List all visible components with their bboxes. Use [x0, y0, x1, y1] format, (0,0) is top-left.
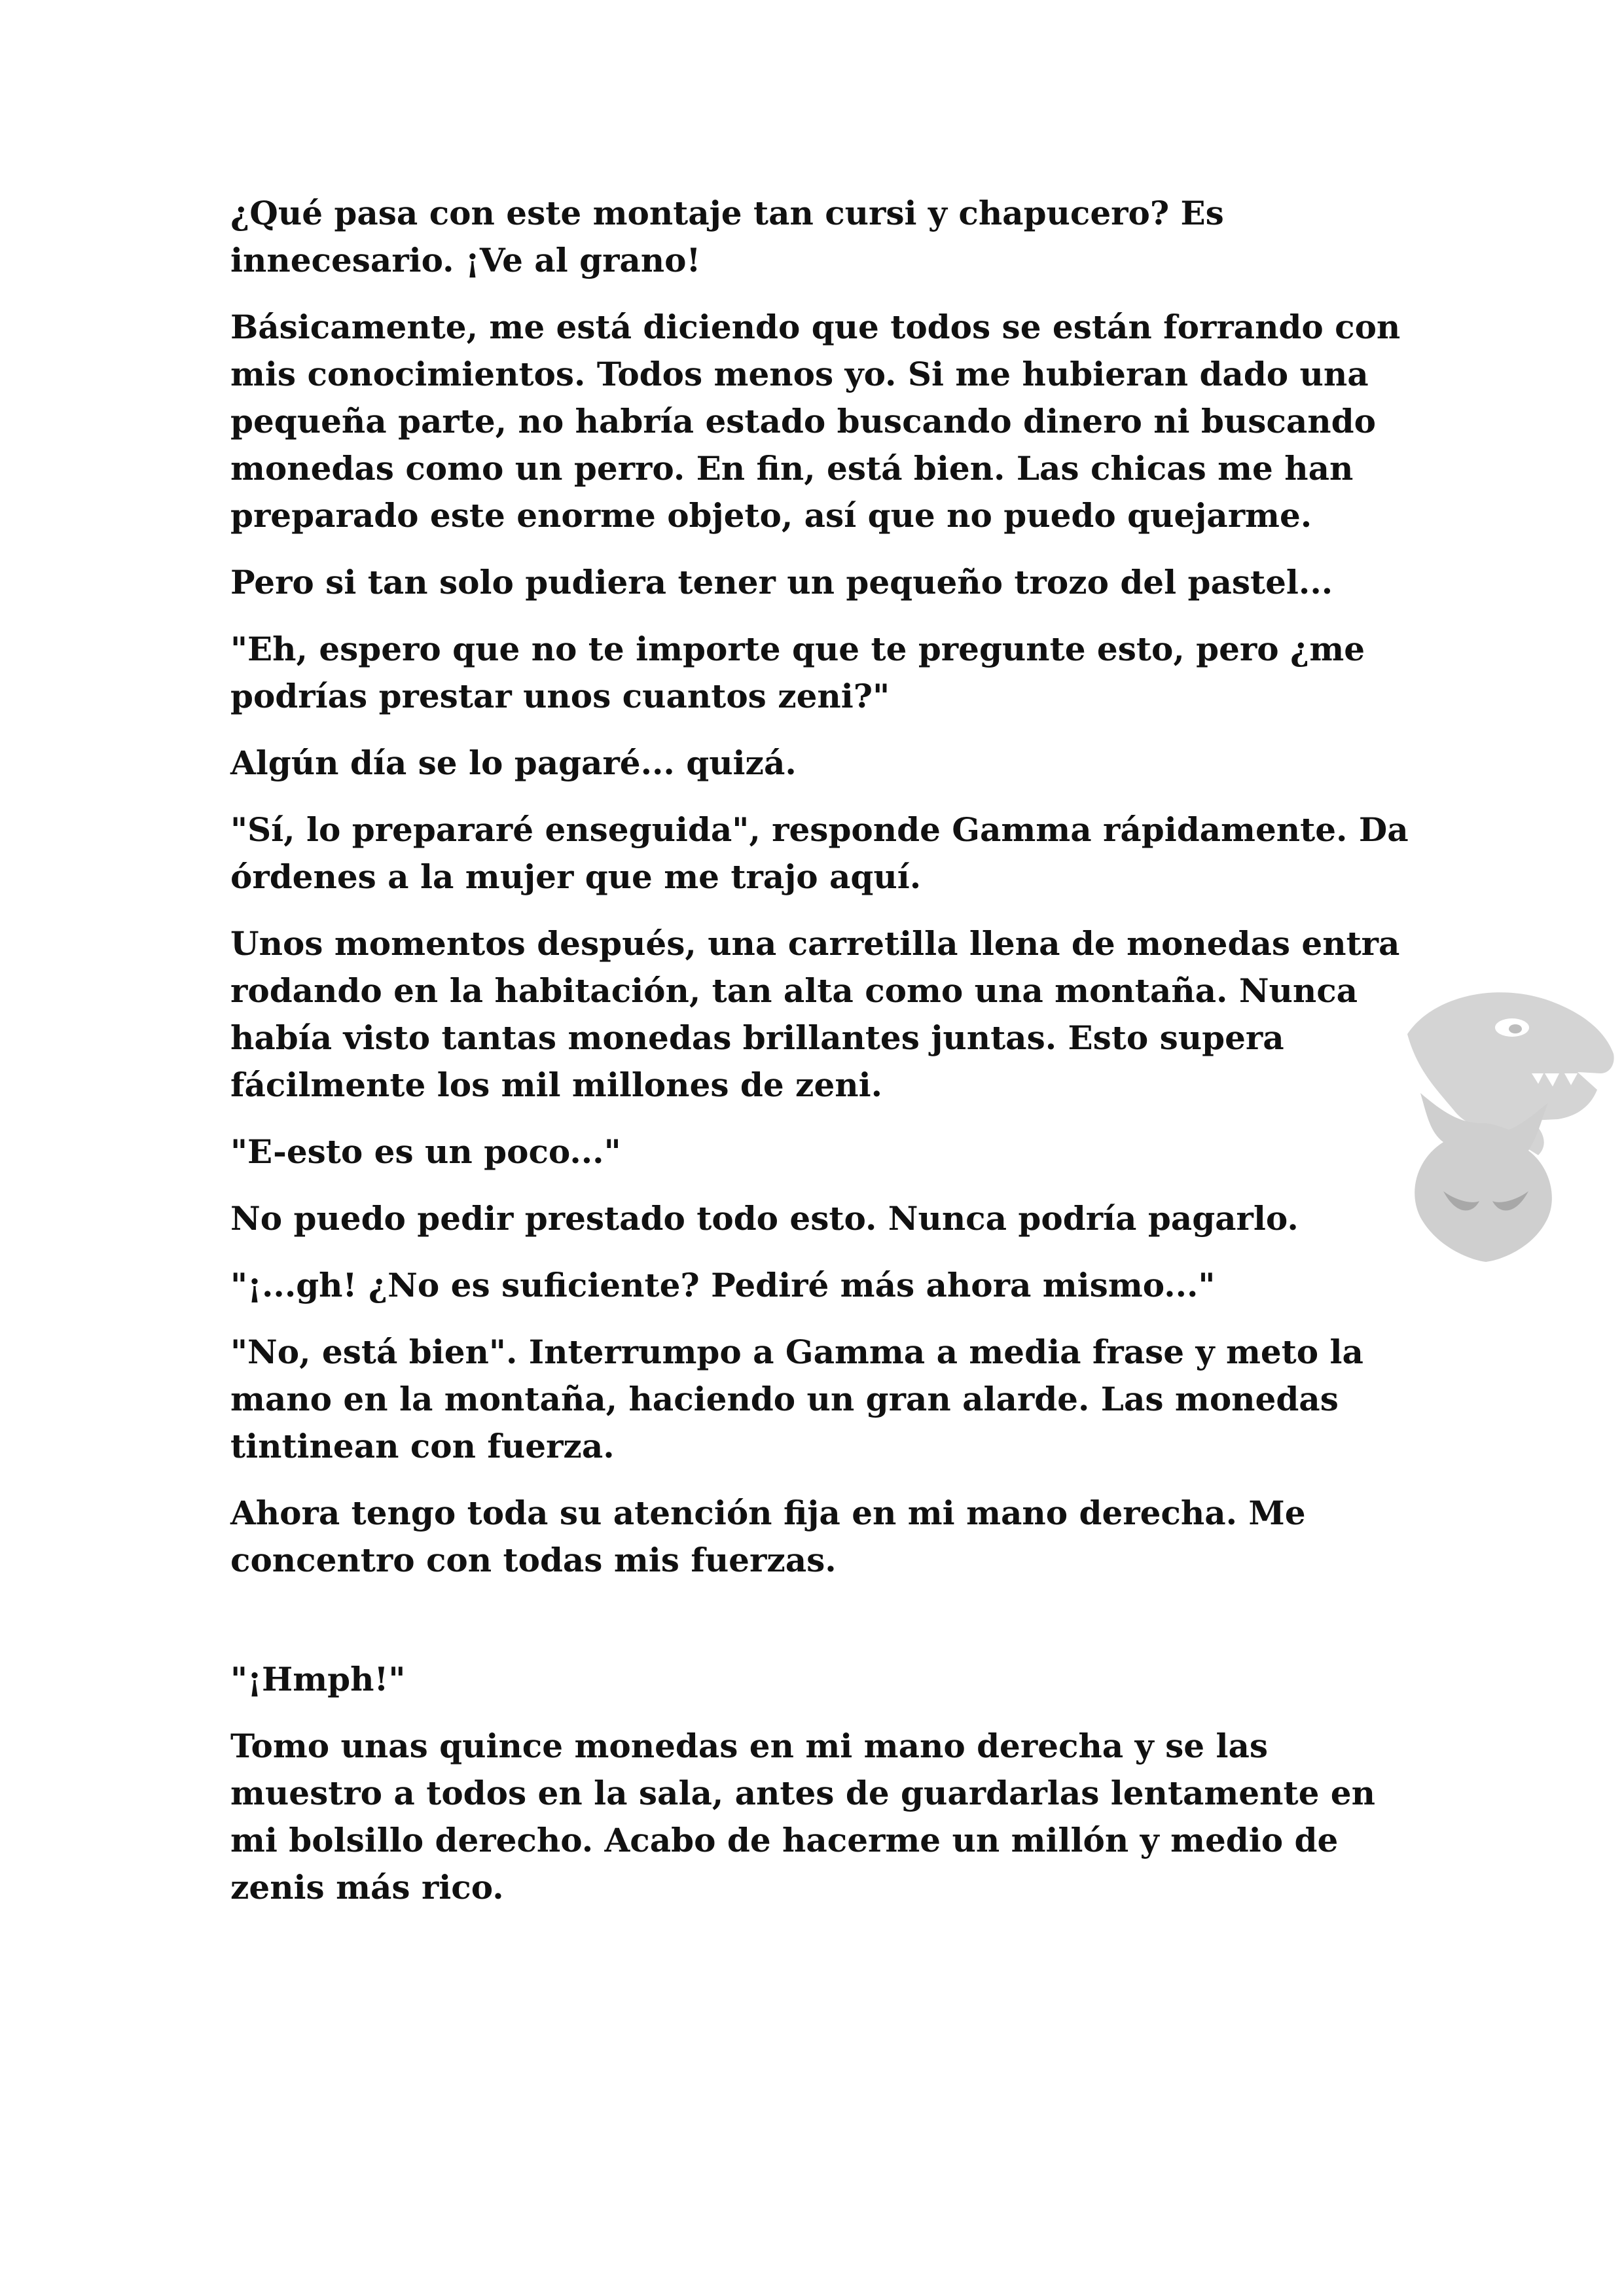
paragraph-5: Algún día se lo pagaré... quizá. — [230, 744, 797, 782]
paragraph-11: "No, está bien". Interrumpo a Gamma a media frase y meto la mano en la montaña, haciendo un gran alarde. Las monedas tintinean con fuerza. — [230, 1333, 1363, 1465]
paragraph-9: No puedo pedir prestado todo esto. Nunca podría pagarlo. — [230, 1199, 1299, 1238]
paragraph-6: "Sí, lo prepararé enseguida", responde Gamma rápidamente. Da órdenes a la mujer que me trajo aquí. — [230, 810, 1409, 896]
paragraph-13: "¡Hmph!" — [230, 1660, 406, 1698]
paragraph-7: Unos momentos después, una carretilla llena de monedas entra rodando en la habitación, tan alta como una montaña. Nunca había visto tantas monedas brillantes juntas. Esto supera fácilmente los mil millones de zeni. — [230, 924, 1400, 1104]
paragraph-8: "E-esto es un poco..." — [230, 1132, 621, 1171]
paragraph-3: Pero si tan solo pudiera tener un pequeño trozo del pastel... — [230, 563, 1333, 601]
paragraph-2: Básicamente, me está diciendo que todos se están forrando con mis conocimientos. Todos menos yo. Si me hubieran dado una pequeña parte, no habría estado buscando dinero ni buscando monedas como un perro. En fin, está bien. Las chicas me han preparado este enorme objeto, así que no puedo quejarme. — [230, 308, 1401, 535]
paragraph-4: "Eh, espero que no te importe que te pregunte esto, pero ¿me podrías prestar unos cuantos zeni?" — [230, 630, 1365, 715]
story-text — [230, 190, 1409, 1931]
dinosaur-devil-logo-icon — [1381, 975, 1617, 1263]
paragraph-14: Tomo unas quince monedas en mi mano derecha y se las muestro a todos en la sala, antes de guardarlas lentamente en mi bolsillo derecho. Acabo de hacerme un millón y medio de zenis más rico. — [230, 1727, 1375, 1907]
paragraph-1: ¿Qué pasa con este montaje tan cursi y chapucero? Es innecesario. ¡Ve al grano! — [230, 194, 1224, 279]
paragraph-10: "¡...gh! ¿No es suficiente? Pediré más ahora mismo..." — [230, 1266, 1216, 1304]
paragraph-12: Ahora tengo toda su atención fija en mi mano derecha. Me concentro con todas mis fuerzas. — [230, 1494, 1306, 1579]
